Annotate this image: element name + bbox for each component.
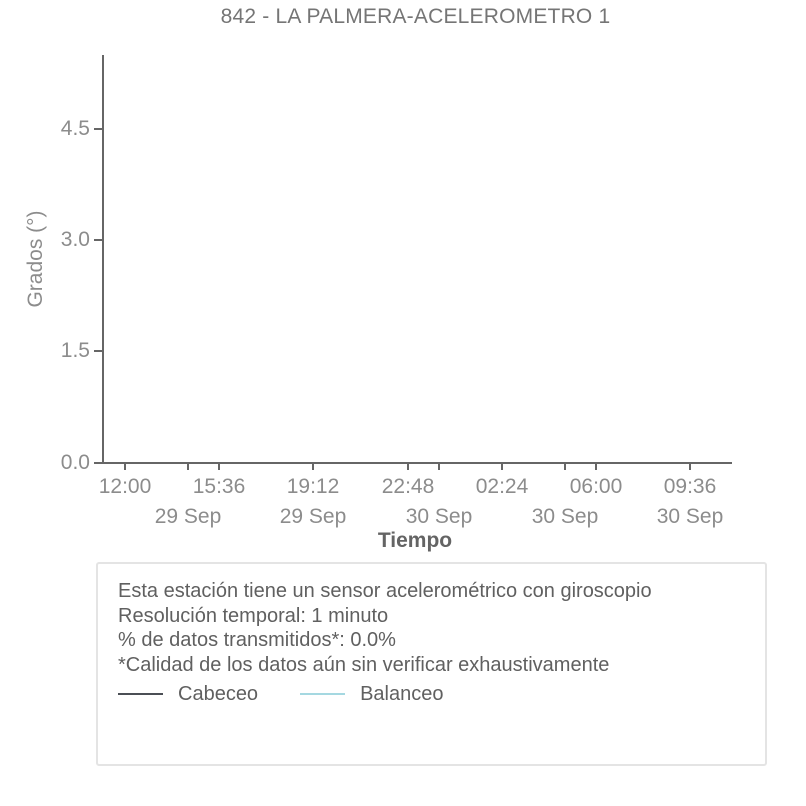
x-tick-time-label: 22:48: [381, 475, 435, 498]
y-tick-4.5: [94, 128, 102, 130]
x-tick: [218, 464, 220, 470]
x-axis-spine: [102, 462, 732, 464]
x-date-tick: [564, 464, 566, 470]
chart-title: 842 - LA PALMERA-ACELEROMETRO 1: [220, 5, 611, 28]
info-line-transmitted: % de datos transmitidos*: 0.0%: [118, 629, 396, 651]
y-tick-label: 1.5: [60, 339, 90, 362]
x-tick-time-label: 09:36: [663, 475, 717, 498]
y-axis-spine: [102, 55, 104, 464]
info-line-resolution: Resolución temporal: 1 minuto: [118, 604, 389, 627]
y-tick-3.0: [94, 239, 102, 241]
x-tick: [124, 464, 126, 470]
y-tick-0.0: [94, 462, 102, 464]
x-tick-date-label: 29 Sep: [154, 505, 222, 528]
x-tick-date-label: 30 Sep: [531, 505, 599, 528]
info-line-sensor: Esta estación tiene un sensor acelerométrico con giroscopio: [118, 580, 652, 602]
x-tick: [312, 464, 314, 470]
x-date-tick: [187, 464, 189, 470]
station-info-box: [96, 562, 767, 766]
x-tick: [689, 464, 691, 470]
x-tick-date-label: 29 Sep: [279, 505, 347, 528]
legend-label-balanceo: Balanceo: [360, 682, 444, 705]
x-tick: [595, 464, 597, 470]
y-axis-title: Grados (°): [24, 210, 47, 308]
x-date-tick: [438, 464, 440, 470]
x-tick-date-label: 30 Sep: [405, 505, 473, 528]
y-tick-label: 4.5: [60, 117, 90, 140]
plot-area: [104, 55, 732, 462]
info-line-quality: *Calidad de los datos aún sin verificar exhaustivamente: [118, 653, 610, 676]
y-tick-label: 0.0: [60, 451, 90, 474]
legend-line-cabeceo: [118, 693, 163, 695]
x-tick-time-label: 12:00: [98, 475, 152, 498]
legend-label-cabeceo: Cabeceo: [178, 682, 259, 705]
x-tick-time-label: 06:00: [569, 475, 623, 498]
x-axis-title: Tiempo: [377, 529, 453, 552]
y-tick-1.5: [94, 350, 102, 352]
x-tick-date-label: 30 Sep: [656, 505, 724, 528]
x-tick: [407, 464, 409, 470]
legend: [118, 682, 745, 706]
x-tick: [501, 464, 503, 470]
x-tick-time-label: 19:12: [286, 475, 340, 498]
legend-line-balanceo: [300, 693, 345, 695]
x-tick-time-label: 02:24: [475, 475, 529, 498]
x-tick-time-label: 15:36: [192, 475, 246, 498]
y-tick-label: 3.0: [60, 228, 90, 251]
